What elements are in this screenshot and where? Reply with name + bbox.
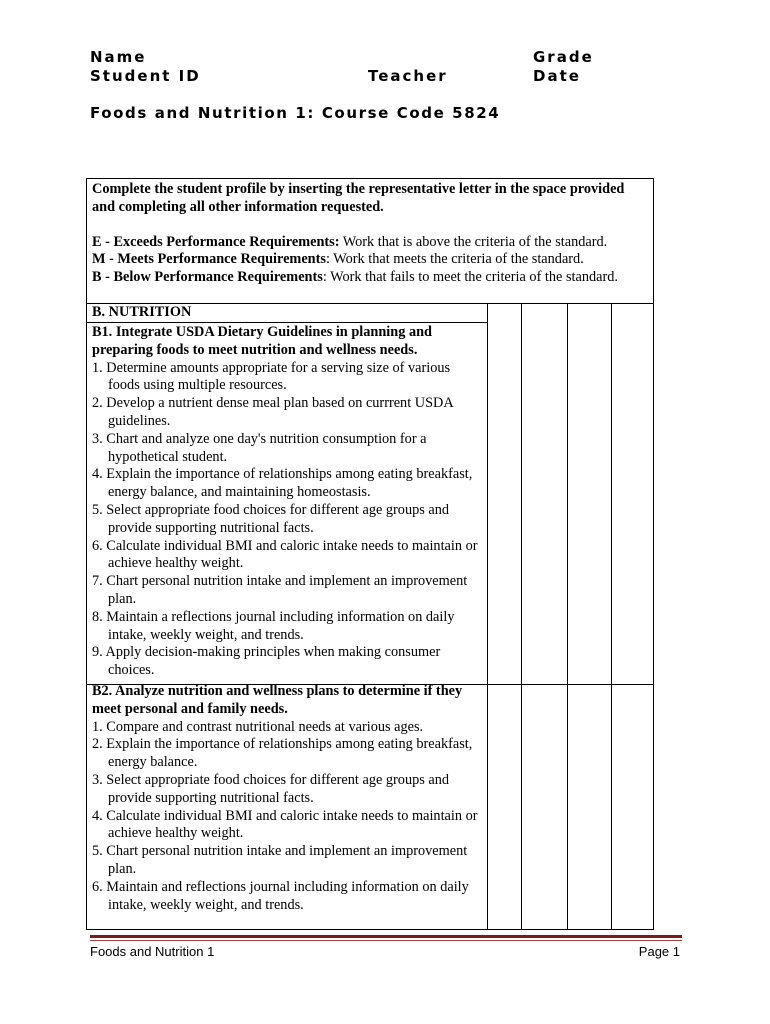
list-item: 6. Calculate individual BMI and caloric intake needs to maintain or achieve healthy weight. (92, 537, 478, 572)
legend-key: B - Below Performance Requirements (92, 269, 323, 286)
list-item: 3. Select appropriate food choices for different age groups and provide supporting nutritional facts. (92, 771, 450, 806)
list-item: 2. Develop a nutrient dense meal plan based on currrent USDA guidelines. (92, 395, 453, 429)
legend-desc: : Work that fails to meet the criteria of the standard. (322, 269, 618, 286)
legend-desc: Work that is above the criteria of the standard. (339, 233, 608, 250)
list-item: 2. Explain the importance of relationships among eating breakfast, energy balance. (92, 736, 473, 771)
date-label: Date (533, 67, 581, 85)
list-item: 9. Apply decision-making principles when making consumer choices. (92, 644, 441, 679)
legend-meets (92, 251, 648, 269)
page-number: Page 1 (638, 944, 680, 959)
instructions-text: Complete the student profile by inserting the representative letter in the space provided and completing all other information requested. (92, 181, 625, 215)
teacher-label: Teacher (368, 67, 448, 85)
legend-desc: : Work that meets the criteria of the standard. (325, 251, 584, 268)
list-item: 8. Maintain a reflections journal including information on daily intake, weekly weight, and trends. (92, 608, 455, 643)
column-divider (567, 303, 568, 929)
legend-below (92, 269, 648, 287)
list-item: 6. Maintain and reflections journal including information on daily intake, weekly weight, and trends. (92, 878, 469, 913)
rating-cell-b2[interactable] (488, 685, 521, 929)
list-item: 1. Determine amounts appropriate for a serving size of various foods using multiple resources. (92, 359, 451, 394)
list-item: 5. Chart personal nutrition intake and implement an improvement plan. (92, 843, 468, 877)
standard-b1 (92, 324, 484, 680)
name-label: Name (90, 48, 147, 66)
standard-title: B2. Analyze nutrition and wellness plans to determine if they meet personal and family needs. (92, 683, 463, 717)
footer-rule-thin (90, 940, 682, 941)
legend-key: M - Meets Performance Requirements (92, 251, 326, 268)
legend-exceeds (92, 234, 648, 252)
list-item: 5. Select appropriate food choices for different age groups and provide supporting nutritional facts. (92, 501, 450, 536)
footer-course-name: Foods and Nutrition 1 (90, 944, 215, 959)
standard-b2 (92, 683, 484, 914)
list-item: 7. Chart personal nutrition intake and implement an improvement plan. (92, 573, 468, 607)
list-item: 4. Explain the importance of relationships among eating breakfast, energy balance, and maintaining homeostasis. (92, 466, 473, 501)
rating-cell-b1[interactable] (488, 304, 521, 684)
student-id-label: Student ID (90, 67, 201, 85)
standard-title: B1. Integrate USDA Dietary Guidelines in planning and preparing foods to meet nutrition and wellness needs. (92, 324, 432, 358)
course-title: Foods and Nutrition 1: Course Code 5824 (90, 104, 501, 122)
standards-table (86, 178, 654, 930)
footer-rule (90, 935, 682, 938)
row-divider (87, 322, 487, 323)
section-title: B. NUTRITION (92, 304, 192, 320)
list-item: 1. Compare and contrast nutritional needs at various ages. (92, 718, 424, 735)
grade-label: Grade (533, 48, 594, 66)
list-item: 4. Calculate individual BMI and caloric intake needs to maintain or achieve healthy weight. (92, 807, 478, 842)
intro-block (92, 181, 648, 287)
legend-key: E - Exceeds Performance Requirements: (92, 233, 340, 250)
column-divider (611, 303, 612, 929)
column-divider (521, 303, 522, 929)
indicator-list (92, 360, 484, 680)
indicator-list (92, 719, 484, 915)
list-item: 3. Chart and analyze one day's nutrition consumption for a hypothetical student. (92, 430, 427, 465)
